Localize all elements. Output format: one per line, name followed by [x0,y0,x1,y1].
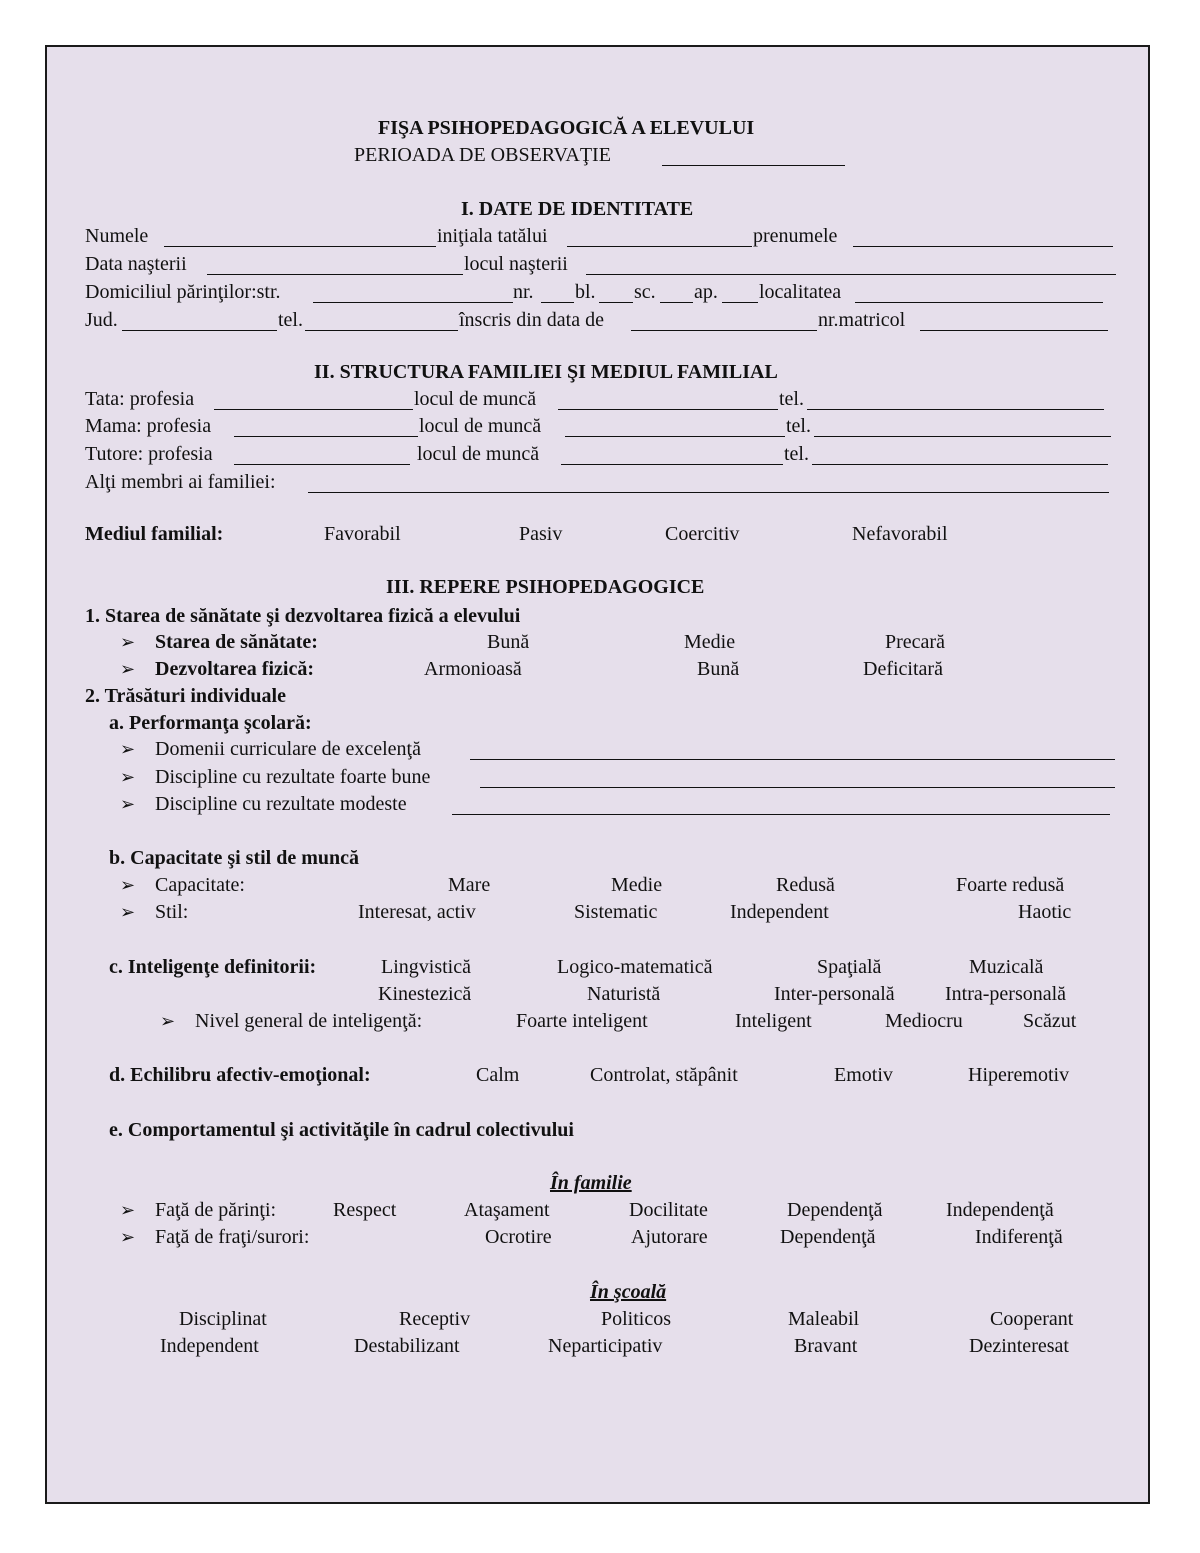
bl-field[interactable] [599,302,633,303]
dezvoltare-option[interactable]: Bună [697,658,740,680]
mediu-option[interactable]: Favorabil [324,523,401,545]
frati-option[interactable]: Ocrotire [485,1226,552,1248]
subsection-2-heading: 2. Trăsături individuale [85,685,286,707]
prenume-field[interactable] [853,246,1113,247]
nivel-option[interactable]: Inteligent [735,1010,812,1032]
nivel-option[interactable]: Mediocru [885,1010,963,1032]
arrow-bullet-icon: ➢ [120,875,136,895]
tutore-tel-label: tel. [784,443,809,465]
arrow-bullet-icon: ➢ [120,1227,136,1247]
arrow-bullet-icon: ➢ [120,794,136,814]
localitatea-label: localitatea [759,281,842,303]
nume-label: Numele [85,225,149,247]
parinti-option[interactable]: Docilitate [629,1199,708,1221]
form-title: FIŞA PSIHOPEDAGOGICĂ A ELEVULUI [378,117,755,139]
parinti-option[interactable]: Independenţă [946,1199,1054,1221]
matricol-field[interactable] [920,330,1108,331]
tutore-loc-munca-label: locul de muncă [417,443,540,465]
sanatate-label: Starea de sănătate: [155,631,318,653]
tel-label: tel. [278,309,303,331]
capacitate-option[interactable]: Redusă [776,874,835,896]
subsection-1-heading: 1. Starea de sănătate şi dezvoltarea fizică a elevului [85,605,521,627]
scoala-option[interactable]: Bravant [794,1335,858,1357]
jud-field[interactable] [122,330,277,331]
frati-option[interactable]: Indiferenţă [975,1226,1063,1248]
arrow-bullet-icon: ➢ [160,1011,176,1031]
dezvoltare-option[interactable]: Armonioasă [424,658,522,680]
mama-tel-field[interactable] [814,436,1111,437]
foarte-bune-field[interactable] [480,787,1115,788]
inscris-label: înscris din data de [459,309,604,331]
excelenta-field[interactable] [470,759,1115,760]
localitatea-field[interactable] [855,302,1103,303]
stil-option[interactable]: Haotic [1018,901,1072,923]
alti-membri-field[interactable] [308,492,1109,493]
echilibru-heading: d. Echilibru afectiv-emoţional: [109,1064,371,1086]
bl-label: bl. [575,281,596,303]
tutore-tel-field[interactable] [812,464,1108,465]
scoala-option[interactable]: Independent [160,1335,259,1357]
stil-option[interactable]: Independent [730,901,829,923]
dezvoltare-label: Dezvoltarea fizică: [155,658,314,680]
familie-heading: În familie [550,1172,632,1194]
tel-field[interactable] [305,330,458,331]
inteligenta-option[interactable]: Inter-personală [774,983,895,1005]
nivel-option[interactable]: Scăzut [1023,1010,1077,1032]
mediu-familial-label: Mediul familial: [85,523,224,545]
tutore-loc-munca-field[interactable] [561,464,783,465]
scoala-option[interactable]: Cooperant [990,1308,1074,1330]
tata-tel-field[interactable] [807,409,1104,410]
stil-option[interactable]: Sistematic [574,901,658,923]
echilibru-option[interactable]: Controlat, stăpânit [590,1064,738,1086]
inteligenta-option[interactable]: Kinestezică [378,983,472,1005]
parinti-label: Faţă de părinţi: [155,1199,277,1221]
inteligenta-option[interactable]: Lingvistică [381,956,471,978]
tata-loc-munca-label: locul de muncă [414,388,537,410]
mama-profesia-label: Mama: profesia [85,415,212,437]
locul-nasterii-label: locul naşterii [464,253,568,275]
inteligente-heading: c. Inteligenţe definitorii: [109,956,317,978]
sanatate-option[interactable]: Bună [487,631,530,653]
comportament-heading: e. Comportamentul şi activităţile în cadrul colectivului [109,1119,574,1141]
parinti-option[interactable]: Ataşament [464,1199,550,1221]
mediu-option[interactable]: Nefavorabil [852,523,948,545]
observation-period-field[interactable] [662,165,845,166]
nr-field[interactable] [541,302,574,303]
mama-loc-munca-field[interactable] [565,436,785,437]
ap-field[interactable] [722,302,758,303]
frati-label: Faţă de fraţi/surori: [155,1226,310,1248]
scoala-option[interactable]: Politicos [601,1308,672,1330]
tata-loc-munca-field[interactable] [558,409,778,410]
scoala-option[interactable]: Neparticipativ [548,1335,663,1357]
capacitate-label: Capacitate: [155,874,245,896]
nr-label: nr. [513,281,534,303]
matricol-label: nr.matricol [818,309,906,331]
section-1-heading: I. DATE DE IDENTITATE [461,198,694,220]
stil-label: Stil: [155,901,189,923]
inteligenta-option[interactable]: Logico-matematică [557,956,713,978]
capacitate-stil-heading: b. Capacitate şi stil de muncă [109,847,359,869]
ap-label: ap. [694,281,718,303]
sanatate-option[interactable]: Medie [684,631,736,653]
tata-tel-label: tel. [779,388,804,410]
mama-loc-munca-label: locul de muncă [419,415,542,437]
parinti-option[interactable]: Respect [333,1199,397,1221]
arrow-bullet-icon: ➢ [120,1200,136,1220]
modeste-field[interactable] [452,814,1110,815]
scoala-option[interactable]: Disciplinat [179,1308,267,1330]
strada-field[interactable] [313,302,513,303]
section-2-heading: II. STRUCTURA FAMILIEI ŞI MEDIUL FAMILIAL [314,361,778,383]
arrow-bullet-icon: ➢ [120,902,136,922]
initiala-label: iniţiala tatălui [437,225,548,247]
tutore-profesia-label: Tutore: profesia [85,443,213,465]
mama-tel-label: tel. [786,415,811,437]
inteligenta-option[interactable]: Intra-personală [945,983,1067,1005]
arrow-bullet-icon: ➢ [120,739,136,759]
scoala-option[interactable]: Maleabil [788,1308,860,1330]
nivel-inteligenta-label: Nivel general de inteligenţă: [195,1010,423,1032]
tata-profesia-field[interactable] [214,409,413,410]
data-nasterii-label: Data naşterii [85,253,187,275]
scoala-heading: În şcoală [590,1281,667,1303]
inteligenta-option[interactable]: Spaţială [817,956,882,978]
arrow-bullet-icon: ➢ [120,659,136,679]
capacitate-option[interactable]: Mare [448,874,491,896]
excelenta-label: Domenii curriculare de excelenţă [155,738,421,760]
stil-option[interactable]: Interesat, activ [358,901,476,923]
tutore-profesia-field[interactable] [234,464,410,465]
frati-option[interactable]: Dependenţă [780,1226,876,1248]
sanatate-option[interactable]: Precară [885,631,945,653]
locul-nasterii-field[interactable] [586,274,1116,275]
nivel-option[interactable]: Foarte inteligent [516,1010,648,1032]
mama-profesia-field[interactable] [234,436,418,437]
inscris-field[interactable] [631,330,817,331]
modeste-label: Discipline cu rezultate modeste [155,793,407,815]
mediu-option[interactable]: Coercitiv [665,523,740,545]
sc-field[interactable] [660,302,693,303]
dezvoltare-option[interactable]: Deficitară [863,658,943,680]
scoala-option[interactable]: Dezinteresat [969,1335,1069,1357]
scoala-option[interactable]: Receptiv [399,1308,471,1330]
arrow-bullet-icon: ➢ [120,632,136,652]
echilibru-option[interactable]: Hiperemotiv [968,1064,1070,1086]
frati-option[interactable]: Ajutorare [631,1226,708,1248]
scoala-option[interactable]: Destabilizant [354,1335,460,1357]
observation-period-label: PERIOADA DE OBSERVAŢIE [354,144,611,166]
arrow-bullet-icon: ➢ [120,767,136,787]
foarte-bune-label: Discipline cu rezultate foarte bune [155,766,431,788]
domiciliu-label: Domiciliul părinţilor:str. [85,281,281,303]
sc-label: sc. [634,281,656,303]
parinti-option[interactable]: Dependenţă [787,1199,883,1221]
mediu-option[interactable]: Pasiv [519,523,563,545]
performanta-heading: a. Performanţa şcolară: [109,712,312,734]
section-3-heading: III. REPERE PSIHOPEDAGOGICE [386,576,705,598]
echilibru-option[interactable]: Calm [476,1064,520,1086]
echilibru-option[interactable]: Emotiv [834,1064,893,1086]
tata-profesia-label: Tata: profesia [85,388,195,410]
alti-membri-label: Alţi membri ai familiei: [85,471,276,493]
nume-field[interactable] [164,246,436,247]
capacitate-option[interactable]: Medie [611,874,663,896]
data-nasterii-field[interactable] [207,274,463,275]
inteligenta-option[interactable]: Naturistă [587,983,661,1005]
initiala-field[interactable] [567,246,752,247]
capacitate-option[interactable]: Foarte redusă [956,874,1065,896]
inteligenta-option[interactable]: Muzicală [969,956,1044,978]
prenume-label: prenumele [753,225,838,247]
jud-label: Jud. [85,309,118,331]
